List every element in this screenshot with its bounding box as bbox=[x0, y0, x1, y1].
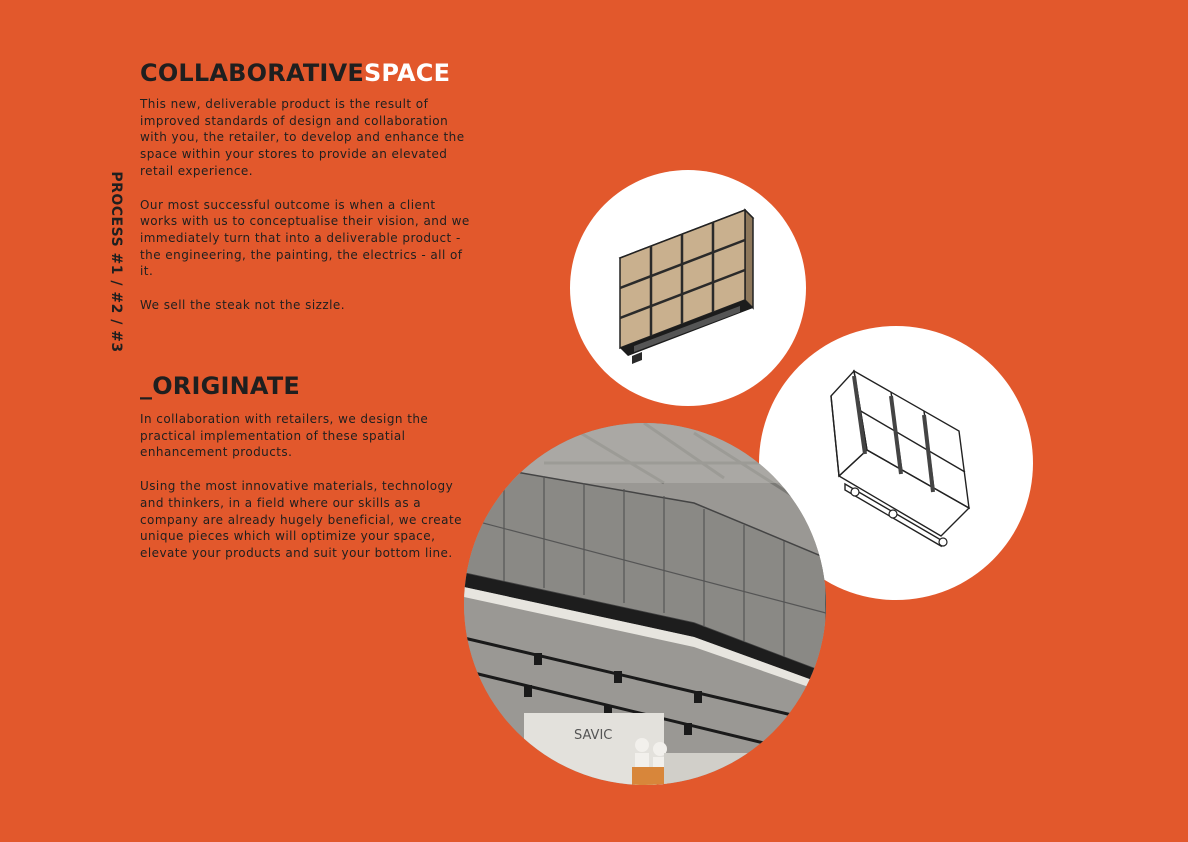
title-collaborative-space bbox=[140, 58, 470, 88]
store-photo-illustration bbox=[464, 423, 826, 785]
title-originate: _ORIGINATE bbox=[140, 372, 301, 400]
title-light: SPACE bbox=[363, 59, 451, 87]
paragraph-3: We sell the steak not the sizzle. bbox=[140, 298, 345, 313]
section-collaborative-space bbox=[140, 58, 470, 314]
store-sign: SAVIC bbox=[574, 728, 613, 743]
paragraph-4: In collaboration with retailers, we design the practical implementation of these spatial enhancement products. bbox=[140, 412, 429, 460]
rendered-panel-illustration bbox=[570, 170, 806, 406]
store-photo-image bbox=[464, 423, 826, 785]
paragraph-1: This new, deliverable product is the result of improved standards of design and collaboration with you, the retailer, to develop and enhance the space within your stores to provide an elevated retail experience. bbox=[140, 97, 465, 178]
paragraph-2: Our most successful outcome is when a client works with us to conceptualise their vision, and we immediately turn that into a deliverable product - the engineering, the painting, the electrics - all of it. bbox=[140, 197, 470, 279]
paragraph-5: Using the most innovative materials, technology and thinkers, in a field where our skills as a company are already hugely beneficial, we create unique pieces which will optimize your space, elevate your products and suit your bottom line. bbox=[140, 479, 462, 560]
side-label: PROCESS #1 / #2 / #3 bbox=[108, 171, 124, 353]
rendered-panel-image bbox=[570, 170, 806, 406]
title-dark: COLLABORATIVE bbox=[140, 59, 364, 87]
section-originate bbox=[140, 371, 470, 562]
